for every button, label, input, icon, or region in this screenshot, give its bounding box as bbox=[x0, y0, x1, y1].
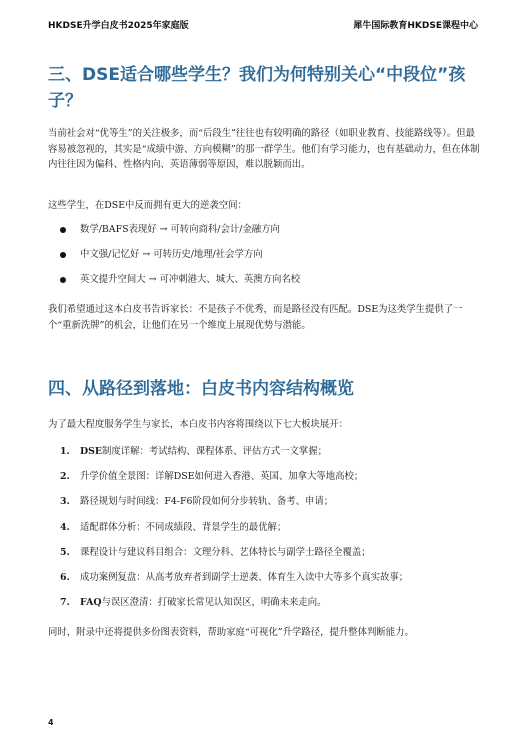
item-number: 5. bbox=[60, 546, 70, 558]
section-3-paragraph-1: 当前社会对“优等生”的关注极多，而“后段生”往往也有较明确的路径（如职业教育、技能路线等）。但最容易被忽视的，其实是“成绩中游、方向模糊”的那一群学生。他们有学习能力，也有基础动力，但在体制内往往因为偏科、性格内向、英语薄弱等原因，难以脱颖而出。 bbox=[48, 128, 480, 170]
bullet-item bbox=[60, 247, 480, 272]
bullet-text: 数学/BAFS表现好 → 可转向商科/会计/金融方向 bbox=[80, 224, 280, 235]
numbered-item bbox=[60, 595, 490, 620]
section-4-numbered-list bbox=[60, 444, 490, 620]
page-header bbox=[48, 18, 478, 32]
item-text: 升学价值全景图：详解DSE如何进入香港、英国、加拿大等地高校； bbox=[80, 471, 364, 483]
page-number: 4 bbox=[48, 718, 54, 727]
bullet-dot-icon bbox=[60, 227, 66, 233]
numbered-item bbox=[60, 570, 490, 595]
item-text: 成功案例复盘：从高考放弃者到副学士逆袭、体育生入读中大等多个真实故事； bbox=[80, 571, 409, 583]
bullet-item bbox=[60, 222, 480, 247]
item-text: 路径规划与时间线：F4-F6阶段如何分步转轨、备考、申请； bbox=[80, 496, 334, 508]
item-text: 适配群体分析：不同成绩段、背景学生的最优解； bbox=[80, 521, 287, 533]
numbered-item bbox=[60, 444, 490, 469]
bullet-dot-icon bbox=[60, 252, 66, 258]
item-text: 课程设计与建议科目组合：文理分科、艺体特长与副学士路径全覆盖； bbox=[80, 546, 371, 558]
section-3-paragraph-3: 我们希望通过这本白皮书告诉家长：不是孩子不优秀，而是路径没有匹配。DSE为这类学生提供了一个“重新洗牌”的机会，让他们在另一个维度上展现优势与潜能。 bbox=[48, 304, 463, 331]
item-number: 7. bbox=[60, 597, 70, 609]
section-4-intro: 为了最大程度服务学生与家长，本白皮书内容将围绕以下七大板块展开： bbox=[48, 419, 349, 430]
bullet-item bbox=[60, 272, 480, 297]
numbered-item bbox=[60, 494, 490, 519]
bullet-text: 中文强/记忆好 → 可转历史/地理/社会学方向 bbox=[80, 249, 263, 260]
header-right-title: 犀牛国际教育HKDSE课程中心 bbox=[353, 21, 478, 31]
bullet-dot-icon bbox=[60, 277, 66, 283]
numbered-item bbox=[60, 469, 490, 494]
section-3-paragraph-2: 这些学生，在DSE中反而拥有更大的逆袭空间： bbox=[48, 200, 247, 211]
bullet-text: 英文提升空间大 → 可冲刺港大、城大、英澳方向名校 bbox=[80, 274, 301, 285]
numbered-item bbox=[60, 545, 490, 570]
section-3-bullet-list bbox=[60, 222, 480, 297]
item-number: 3. bbox=[60, 496, 70, 508]
item-text: 制度详解：考试结构、课程体系、评估方式一文掌握； bbox=[102, 446, 328, 457]
item-text: 与误区澄清：打破家长常见认知误区，明确未来走向。 bbox=[101, 597, 327, 609]
item-keyword: FAQ bbox=[80, 597, 102, 609]
item-number: 6. bbox=[60, 571, 70, 583]
section-4-heading: 四、从路径到落地：白皮书内容结构概览 bbox=[48, 379, 354, 399]
item-keyword: DSE bbox=[80, 446, 103, 457]
item-number: 4. bbox=[60, 521, 70, 533]
item-number: 1. bbox=[60, 446, 70, 457]
numbered-item bbox=[60, 520, 490, 545]
header-left-title: HKDSE升学白皮书2025年家庭版 bbox=[48, 21, 189, 31]
section-3-heading: 三、DSE适合哪些学生？我们为何特别关心“中段位”孩子？ bbox=[48, 65, 466, 111]
item-number: 2. bbox=[60, 471, 70, 483]
section-4-closing: 同时，附录中还将提供多份图表资料，帮助家庭“可视化”升学路径，提升整体判断能力。 bbox=[48, 627, 414, 638]
